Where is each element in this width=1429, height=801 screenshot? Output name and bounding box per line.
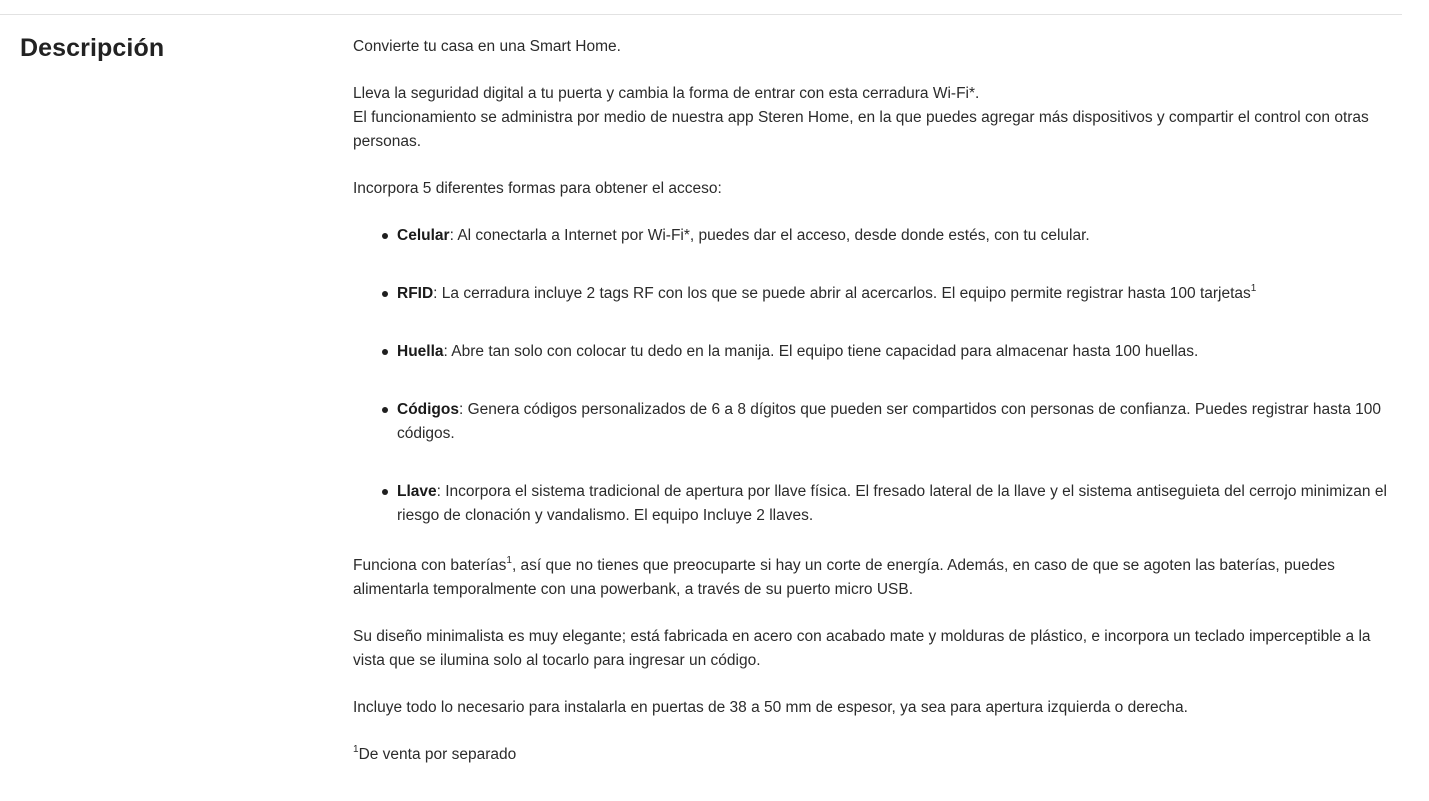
list-item-codigos (397, 398, 1388, 446)
access-methods-list (353, 224, 1388, 528)
wifi-paragraph-line2: El funcionamiento se administra por medio de nuestra app Steren Home, en la que puedes agregar más dispositivos y compartir el control con otras personas. (353, 109, 1369, 150)
list-item-rfid (397, 282, 1388, 306)
access-method-name: Códigos (397, 401, 459, 418)
install-paragraph: Incluye todo lo necesario para instalarla en puertas de 38 a 50 mm de espesor, ya sea para apertura izquierda o derecha. (353, 699, 1188, 716)
bullet-icon (382, 233, 388, 239)
access-intro: Incorpora 5 diferentes formas para obtener el acceso: (353, 180, 722, 197)
access-method-text: : Al conectarla a Internet por Wi-Fi*, puedes dar el acceso, desde donde estés, con tu celular. (449, 227, 1090, 244)
bullet-icon (382, 407, 388, 413)
bullet-icon (382, 349, 388, 355)
access-method-name: Llave (397, 483, 437, 500)
list-item-huella (397, 340, 1388, 364)
design-paragraph: Su diseño minimalista es muy elegante; está fabricada en acero con acabado mate y molduras de plástico, e incorpora un teclado imperceptible a la vista que se ilumina solo al tocarlo para ingresar un código. (353, 628, 1371, 669)
access-method-text: : La cerradura incluye 2 tags RF con los que se puede abrir al acercarlos. El equipo permite registrar hasta 100 tarjetas (433, 285, 1251, 302)
footnote-marker: 1 (353, 743, 359, 755)
bullet-icon (382, 489, 388, 495)
access-method-name: RFID (397, 285, 434, 302)
access-method-text: : Abre tan solo con colocar tu dedo en la manija. El equipo tiene capacidad para almacenar hasta 100 huellas. (443, 343, 1199, 360)
footnote-marker: 1 (506, 554, 512, 566)
list-item-llave (397, 480, 1388, 528)
wifi-paragraph-line1: Lleva la seguridad digital a tu puerta y cambia la forma de entrar con esta cerradura Wi-Fi*. (353, 85, 980, 102)
top-divider (0, 14, 1402, 15)
intro-paragraph: Convierte tu casa en una Smart Home. (353, 38, 621, 55)
list-item-celular (397, 224, 1388, 248)
wifi-paragraph (353, 82, 1388, 154)
footnote-marker: 1 (1250, 282, 1257, 294)
access-method-text: : Genera códigos personalizados de 6 a 8 dígitos que pueden ser compartidos con personas de confianza. Puedes registrar hasta 100 códigos. (397, 401, 1381, 442)
description-body (353, 35, 1388, 767)
access-method-text: : Incorpora el sistema tradicional de apertura por llave física. El fresado lateral de la llave y el sistema antiseguieta del cerrojo minimizan el riesgo de clonación y vandalismo. El equipo Incluye 2 llaves. (397, 483, 1387, 524)
access-method-name: Celular (397, 227, 450, 244)
bullet-icon (382, 291, 388, 297)
access-method-name: Huella (397, 343, 444, 360)
footnote-text: De venta por separado (358, 746, 517, 763)
section-title: Descripción (20, 34, 165, 62)
battery-text-start: Funciona con baterías (353, 557, 507, 574)
battery-text-rest: , así que no tienes que preocuparte si hay un corte de energía. Además, en caso de que se agoten las baterías, puedes alimentarla temporalmente con una powerbank, a través de su puerto micro USB. (353, 557, 1335, 598)
battery-paragraph (353, 554, 1388, 602)
footnote (353, 743, 1388, 767)
